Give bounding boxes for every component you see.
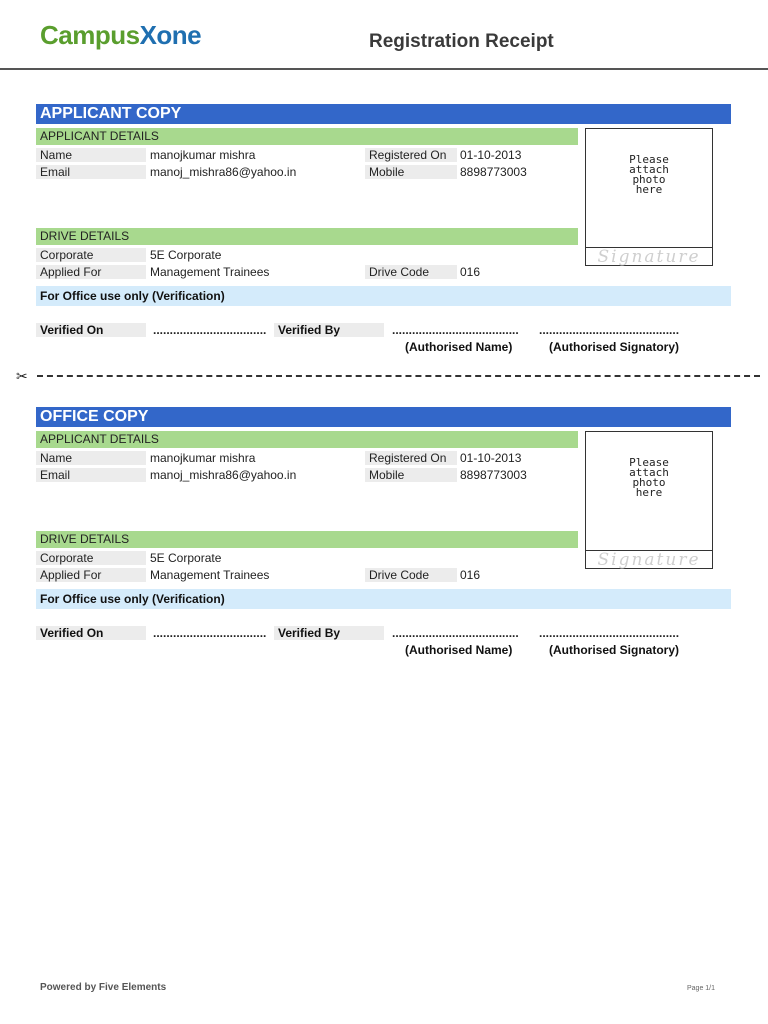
header-divider xyxy=(0,68,768,70)
cut-line xyxy=(0,368,768,384)
drive-details-header: DRIVE DETAILS xyxy=(36,531,578,548)
signature-placeholder: Signature xyxy=(597,247,701,267)
signatory-blank: .......................................... xyxy=(539,323,680,337)
email-value: manoj_mishra86@yahoo.in xyxy=(150,468,297,482)
applied-for-value: Management Trainees xyxy=(150,568,270,582)
applicant-copy-section xyxy=(0,104,768,364)
applicant-details-header: APPLICANT DETAILS xyxy=(36,128,578,145)
authorised-name-caption: (Authorised Name) xyxy=(405,340,513,354)
registered-on-label: Registered On xyxy=(365,451,457,465)
corporate-value: 5E Corporate xyxy=(150,248,222,262)
corporate-value: 5E Corporate xyxy=(150,551,222,565)
photo-text-line: Please xyxy=(629,153,669,166)
logo-text-one: one xyxy=(156,20,202,50)
name-label: Name xyxy=(36,148,146,162)
scissors-icon: ✂ xyxy=(16,368,28,384)
photo-placeholder xyxy=(585,128,713,266)
office-use-header: For Office use only (Verification) xyxy=(36,286,731,306)
campusxone-logo xyxy=(40,20,201,56)
photo-instruction xyxy=(586,458,712,498)
office-copy-section xyxy=(0,407,768,667)
verified-by-label: Verified By xyxy=(274,323,384,337)
drive-code-value: 016 xyxy=(460,265,481,279)
email-value: manoj_mishra86@yahoo.in xyxy=(150,165,297,179)
photo-placeholder xyxy=(585,431,713,569)
signatory-blank: .......................................... xyxy=(539,626,680,640)
photo-instruction xyxy=(586,155,712,195)
mobile-value: 8898773003 xyxy=(460,165,527,179)
logo-text-campus: Campus xyxy=(40,20,140,50)
copy-title: APPLICANT COPY xyxy=(36,104,731,124)
page-number: Page 1/1 xyxy=(687,985,716,992)
mobile-label: Mobile xyxy=(365,165,457,179)
verified-on-blank: .................................. xyxy=(153,323,267,337)
drive-code-label: Drive Code xyxy=(365,265,457,279)
drive-code-label: Drive Code xyxy=(365,568,457,582)
photo-text-line: photo xyxy=(632,173,666,186)
registered-on-label: Registered On xyxy=(365,148,457,162)
email-label: Email xyxy=(36,165,146,179)
applied-for-label: Applied For xyxy=(36,265,146,279)
drive-code-value: 016 xyxy=(460,568,481,582)
applied-for-label: Applied For xyxy=(36,568,146,582)
photo-text-line: attach xyxy=(629,466,669,479)
page-title: Registration Receipt xyxy=(369,31,554,52)
signature-placeholder: Signature xyxy=(597,550,701,570)
photo-text-line: here xyxy=(635,486,663,499)
photo-text-line: Please xyxy=(629,456,669,469)
authorised-signatory-caption: (Authorised Signatory) xyxy=(549,643,680,657)
dashed-separator xyxy=(37,375,760,377)
applicant-details-header: APPLICANT DETAILS xyxy=(36,431,578,448)
mobile-label: Mobile xyxy=(365,468,457,482)
verified-by-blank: ...................................... xyxy=(392,626,519,640)
office-use-header: For Office use only (Verification) xyxy=(36,589,731,609)
applied-for-value: Management Trainees xyxy=(150,265,270,279)
registered-on-value: 01-10-2013 xyxy=(460,148,522,162)
corporate-label: Corporate xyxy=(36,248,146,262)
copy-title: OFFICE COPY xyxy=(36,407,731,427)
name-value: manojkumar mishra xyxy=(150,148,256,162)
photo-text-line: here xyxy=(635,183,663,196)
photo-text-line: photo xyxy=(632,476,666,489)
mobile-value: 8898773003 xyxy=(460,468,527,482)
verified-on-label: Verified On xyxy=(36,626,146,640)
name-value: manojkumar mishra xyxy=(150,451,256,465)
verified-on-blank: .................................. xyxy=(153,626,267,640)
photo-text-line: attach xyxy=(629,163,669,176)
authorised-signatory-caption: (Authorised Signatory) xyxy=(549,340,680,354)
verified-by-blank: ...................................... xyxy=(392,323,519,337)
authorised-name-caption: (Authorised Name) xyxy=(405,643,513,657)
verified-by-label: Verified By xyxy=(274,626,384,640)
drive-details-header: DRIVE DETAILS xyxy=(36,228,578,245)
verified-on-label: Verified On xyxy=(36,323,146,337)
registered-on-value: 01-10-2013 xyxy=(460,451,522,465)
corporate-label: Corporate xyxy=(36,551,146,565)
email-label: Email xyxy=(36,468,146,482)
logo-text-x: X xyxy=(139,20,157,50)
powered-by-text: Powered by Five Elements xyxy=(40,982,167,993)
name-label: Name xyxy=(36,451,146,465)
